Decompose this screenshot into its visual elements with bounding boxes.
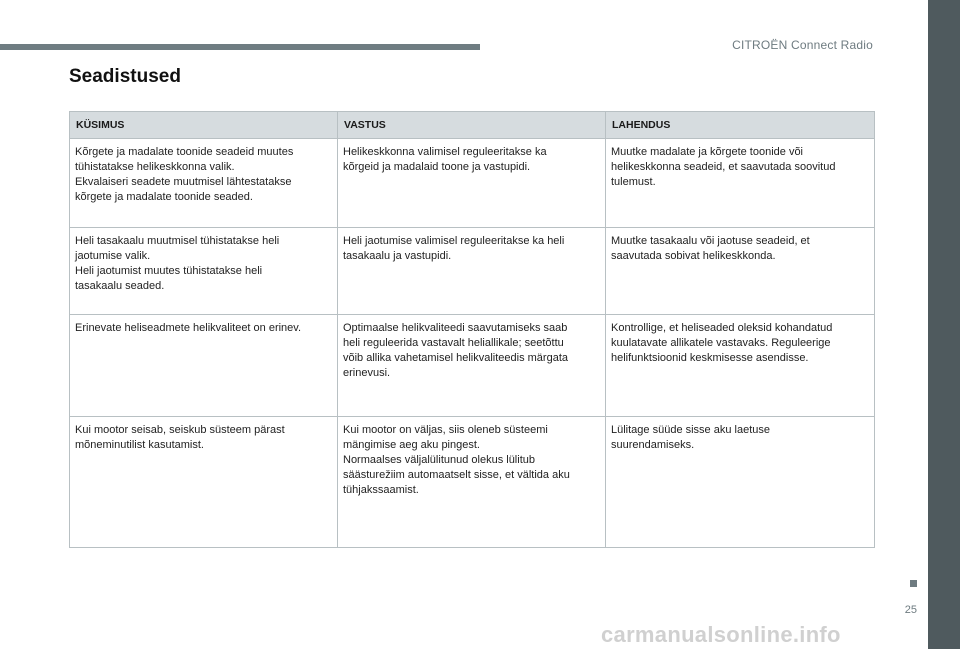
question-cell [70,315,338,417]
answer-text: Kui mootor on väljas, siis oleneb süsteemi mängimise aeg aku pingest. Normaalses väljalülitunud olekus lülitub säästurežiim automaatselt sisse, et vältida aku tühjakssaamist. [343,424,570,496]
question-cell [70,228,338,315]
answer-cell [338,315,606,417]
answer-cell [338,228,606,315]
solution-text: Muutke tasakaalu või jaotuse seadeid, et saavutada sobivat helikeskkonda. [611,235,810,262]
header-accent-bar [0,44,480,50]
table-row [70,228,875,315]
solution-text: Lülitage süüde sisse aku laetuse suurendamiseks. [611,424,770,451]
table-row [70,139,875,228]
table-row [70,315,875,417]
answer-cell [338,139,606,228]
answer-text: Heli jaotumise valimisel reguleeritakse ka heli tasakaalu ja vastupidi. [343,235,565,262]
troubleshooting-table [69,111,875,548]
column-header-answer: VASTUS [338,112,606,139]
page-title: Seadistused [69,66,181,87]
side-page-strip [928,0,960,649]
watermark: carmanualsonline.info [601,622,841,647]
page-marker-square [910,580,917,587]
question-cell [70,417,338,548]
column-header-solution: LAHENDUS [606,112,875,139]
brand-label: CITROËN Connect Radio [732,38,873,52]
solution-cell [606,315,875,417]
question-cell [70,139,338,228]
question-text: Kõrgete ja madalate toonide seadeid muutes tühistatakse helikeskkonna valik. Ekvalaiseri seadete muutmisel lähtestatakse kõrgete ja madalate toonide seaded. [75,146,294,203]
page-number: 25 [904,604,917,616]
question-text: Erinevate heliseadmete helikvaliteet on erinev. [75,322,302,334]
solution-cell [606,417,875,548]
column-header-question: KÜSIMUS [70,112,338,139]
answer-text: Optimaalse helikvaliteedi saavutamiseks saab heli reguleerida vastavalt heliallikale; seetõttu võib allika vahetamisel helikvaliteedis märgata erinevusi. [343,322,569,379]
solution-text: Kontrollige, et heliseaded oleksid kohandatud kuulatavate allikatele vastavaks. Reguleerige helifunktsioonid keskmisesse asendisse. [611,322,833,364]
solution-text: Muutke madalate ja kõrgete toonide või helikeskkonna seadeid, et saavutada soovitud tulemust. [611,146,836,188]
answer-text: Helikeskkonna valimisel reguleeritakse ka kõrgeid ja madalaid toone ja vastupidi. [343,146,547,173]
solution-cell [606,228,875,315]
answer-cell [338,417,606,548]
question-text: Heli tasakaalu muutmisel tühistatakse heli jaotumise valik. Heli jaotumist muutes tühistatakse heli tasakaalu seaded. [75,235,280,292]
solution-cell [606,139,875,228]
table-header-row [70,112,875,139]
table-row [70,417,875,548]
question-text: Kui mootor seisab, seiskub süsteem pärast mõneminutilist kasutamist. [75,424,285,451]
